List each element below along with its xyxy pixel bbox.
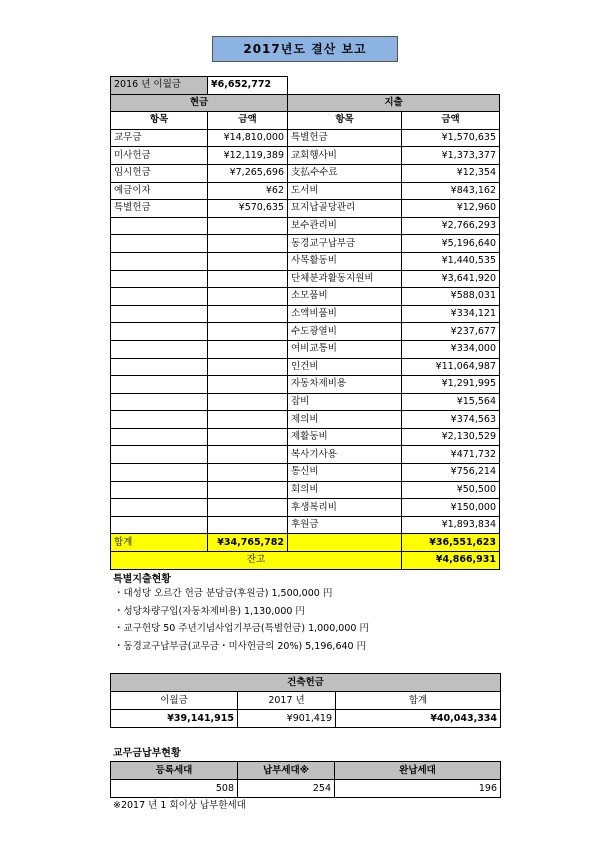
total-cash: ¥34,765,782: [208, 534, 288, 552]
cash-item: [111, 464, 208, 482]
expense-amount: ¥2,130,529: [402, 428, 500, 446]
cash-item: [111, 393, 208, 411]
cash-amount: ¥570,635: [208, 200, 288, 218]
cash-amount: ¥62: [208, 182, 288, 200]
table-row: [111, 358, 500, 376]
cash-amount: [208, 270, 288, 288]
cash-item: 예금이자: [111, 182, 208, 200]
total-label: 합계: [111, 534, 208, 552]
expense-item: 교회행사비: [288, 147, 402, 165]
payment-value: 254: [238, 780, 335, 798]
payment-table: [110, 761, 501, 798]
expense-item: 소액비품비: [288, 305, 402, 323]
expense-amount: ¥1,440,535: [402, 252, 500, 270]
expense-item: 동경교구납부금: [288, 235, 402, 253]
expense-amount: ¥1,373,377: [402, 147, 500, 165]
special-item: ・대성당 오르간 헌금 분담금(후원금) 1,500,000 円: [114, 588, 333, 599]
table-row: [111, 129, 500, 147]
cash-amount: [208, 464, 288, 482]
expense-amount: ¥3,641,920: [402, 270, 500, 288]
table-row: [111, 217, 500, 235]
expense-amount: ¥471,732: [402, 446, 500, 464]
table-row: [111, 411, 500, 429]
cash-amount: [208, 446, 288, 464]
cash-item: [111, 340, 208, 358]
table-row: [111, 393, 500, 411]
table-row: [111, 516, 500, 534]
expense-col-amount: 금액: [402, 112, 500, 130]
expense-amount: ¥756,214: [402, 464, 500, 482]
expense-item: 후원금: [288, 516, 402, 534]
expense-amount: ¥15,564: [402, 393, 500, 411]
balance-label: 잔고: [111, 552, 402, 570]
building-col: 이월금: [111, 692, 238, 710]
table-row: [111, 499, 500, 517]
payment-value: 508: [111, 780, 238, 798]
cash-item: [111, 270, 208, 288]
cash-item: [111, 411, 208, 429]
expense-amount: ¥12,354: [402, 164, 500, 182]
cash-item: [111, 217, 208, 235]
expense-item: 자동차제비용: [288, 376, 402, 394]
table-row: [111, 252, 500, 270]
payment-title: 교무금납부현황: [113, 748, 181, 759]
cash-item: 특별헌금: [111, 200, 208, 218]
table-row: [111, 305, 500, 323]
payment-col: 납부세대※: [238, 762, 335, 780]
table-row: [111, 323, 500, 341]
cash-item: 미사헌금: [111, 147, 208, 165]
cash-amount: [208, 516, 288, 534]
cash-amount: [208, 393, 288, 411]
table-row: [111, 376, 500, 394]
payment-value: 196: [335, 780, 501, 798]
cash-amount: [208, 358, 288, 376]
total-expense: ¥36,551,623: [402, 534, 500, 552]
cash-item: [111, 323, 208, 341]
expense-amount: ¥237,677: [402, 323, 500, 341]
cash-item: [111, 376, 208, 394]
building-col: 합계: [336, 692, 501, 710]
expense-amount: ¥50,500: [402, 481, 500, 499]
carryover-label: 2016 년 이월금: [111, 77, 208, 95]
page-title: 2017년도 결산 보고: [212, 36, 398, 62]
cash-amount: [208, 235, 288, 253]
cash-item: 교무금: [111, 129, 208, 147]
special-title: 특별지출현황: [113, 574, 171, 585]
table-row: [111, 164, 500, 182]
cash-amount: [208, 481, 288, 499]
expense-item: 후생복리비: [288, 499, 402, 517]
expense-item: 보수관리비: [288, 217, 402, 235]
balance-value: ¥4,866,931: [402, 552, 500, 570]
cash-amount: [208, 340, 288, 358]
table-row: [111, 446, 500, 464]
cash-amount: [208, 252, 288, 270]
expense-header: 지출: [288, 94, 500, 112]
building-value: ¥40,043,334: [336, 710, 501, 728]
expense-item: 여비교통비: [288, 340, 402, 358]
table-row: [111, 147, 500, 165]
building-col: 2017 년: [238, 692, 336, 710]
payment-note: ※2017 년 1 회이상 납부한세대: [113, 800, 246, 811]
expense-item: 통신비: [288, 464, 402, 482]
cash-item: [111, 516, 208, 534]
carryover-value: ¥6,652,772: [208, 77, 288, 95]
expense-amount: ¥843,162: [402, 182, 500, 200]
expense-item: 제활동비: [288, 428, 402, 446]
cash-amount: [208, 499, 288, 517]
expense-item: 사목활동비: [288, 252, 402, 270]
cash-amount: [208, 411, 288, 429]
cash-item: [111, 235, 208, 253]
expense-amount: ¥1,893,834: [402, 516, 500, 534]
cash-amount: ¥12,119,389: [208, 147, 288, 165]
expense-item: 묘지납골당관리: [288, 200, 402, 218]
building-title: 건축헌금: [111, 674, 501, 692]
special-item: ・교구헌당 50 주년기념사업기부금(특별헌금) 1,000,000 円: [114, 623, 369, 634]
expense-item: 잡비: [288, 393, 402, 411]
expense-amount: ¥5,196,640: [402, 235, 500, 253]
building-value: ¥901,419: [238, 710, 336, 728]
cash-amount: [208, 376, 288, 394]
table-row: [111, 270, 500, 288]
special-item: ・동경교구납부금(교무금・미사헌금의 20%) 5,196,640 円: [114, 640, 367, 652]
expense-item: 회의비: [288, 481, 402, 499]
cash-amount: [208, 288, 288, 306]
table-row: [111, 428, 500, 446]
table-row: [111, 288, 500, 306]
expense-col-item: 항목: [288, 112, 402, 130]
cash-item: [111, 499, 208, 517]
table-row: [111, 235, 500, 253]
expense-amount: ¥150,000: [402, 499, 500, 517]
table-row: [111, 464, 500, 482]
expense-amount: ¥374,563: [402, 411, 500, 429]
cash-amount: [208, 305, 288, 323]
cash-item: [111, 252, 208, 270]
expense-amount: ¥2,766,293: [402, 217, 500, 235]
payment-col: 완납세대: [335, 762, 501, 780]
expense-item: 제의비: [288, 411, 402, 429]
payment-col: 등록세대: [111, 762, 238, 780]
expense-amount: ¥588,031: [402, 288, 500, 306]
cash-col-amount: 금액: [208, 112, 288, 130]
building-value: ¥39,141,915: [111, 710, 238, 728]
table-row: [111, 182, 500, 200]
expense-item: 수도광열비: [288, 323, 402, 341]
building-table: [110, 673, 501, 728]
table-row: [111, 200, 500, 218]
expense-amount: ¥334,121: [402, 305, 500, 323]
special-list: [114, 585, 369, 655]
expense-item: 소모품비: [288, 288, 402, 306]
cash-item: [111, 305, 208, 323]
expense-item: 복사기사용: [288, 446, 402, 464]
expense-item: 도서비: [288, 182, 402, 200]
expense-item: 支払수수료: [288, 164, 402, 182]
cash-header: 현금: [111, 94, 288, 112]
cash-col-item: 항목: [111, 112, 208, 130]
cash-amount: [208, 217, 288, 235]
cash-item: 임시헌금: [111, 164, 208, 182]
table-row: [111, 481, 500, 499]
cash-item: [111, 428, 208, 446]
expense-amount: ¥12,960: [402, 200, 500, 218]
cash-item: [111, 481, 208, 499]
cash-item: [111, 288, 208, 306]
expense-amount: ¥11,064,987: [402, 358, 500, 376]
expense-item: 단체분과활동지원비: [288, 270, 402, 288]
table-row: [111, 340, 500, 358]
expense-amount: ¥1,291,995: [402, 376, 500, 394]
cash-amount: [208, 428, 288, 446]
expense-amount: ¥1,570,635: [402, 129, 500, 147]
cash-amount: [208, 323, 288, 341]
expense-amount: ¥334,000: [402, 340, 500, 358]
special-item: ・성당차량구입(자동차제비용) 1,130,000 円: [114, 605, 305, 617]
expense-item: 인건비: [288, 358, 402, 376]
cash-item: [111, 358, 208, 376]
cash-item: [111, 446, 208, 464]
expense-item: 특별헌금: [288, 129, 402, 147]
settlement-table: [110, 76, 500, 570]
cash-amount: ¥14,810,000: [208, 129, 288, 147]
cash-amount: ¥7,265,696: [208, 164, 288, 182]
